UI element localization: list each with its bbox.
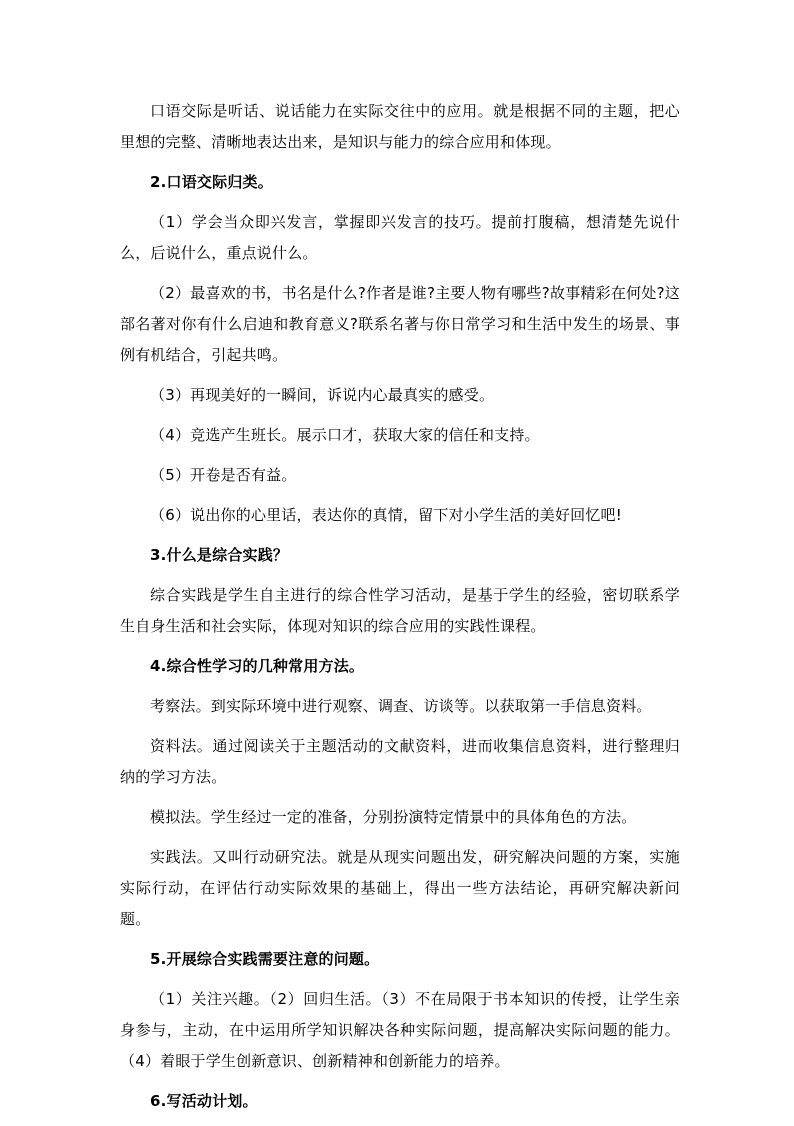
heading-learning-methods: 4.综合性学习的几种常用方法。 [150,657,365,675]
paragraph-method-simulation: 模拟法。学生经过一定的准备，分别扮演特定情景中的具体角色的方法。 [150,808,637,826]
paragraph-practice-definition: 综合实践是学生自主进行的综合性学习活动，是基于学生的经验，密切联系学生自身生活和社会实际，体现对知识的综合应用的实践性课程。 [120,586,680,635]
heading-oral-communication-types: 2.口语交际归类。 [150,173,273,191]
paragraph-intro: 口语交际是听话、说话能力在实际交往中的应用。就是根据不同的主题，把心里想的完整、清晰地表达出来，是知识与能力的综合应用和体现。 [120,102,680,151]
paragraph-practice-issues: （1）关注兴趣。（2）回归生活。（3）不在局限于书本知识的传授，让学生亲身参与，主动，在中运用所学知识解决各种实际问题，提高解决实际问题的能力。（4）着眼于学生创新意识、创新精神和创新能力的培养。 [120,990,680,1070]
heading-practice-issues: 5.开展综合实践需要注意的问题。 [150,950,380,968]
paragraph-method-materials: 资料法。通过阅读关于主题活动的文献资料，进而收集信息资料，进行整理归纳的学习方法。 [120,737,680,786]
paragraph-item-5: （5）开卷是否有益。 [150,466,297,484]
paragraph-method-inspection: 考察法。到实际环境中进行观察、调查、访谈等。以获取第一手信息资料。 [150,697,652,715]
paragraph-item-2: （2）最喜欢的书，书名是什么?作者是谁?主要人物有哪些?故事精彩在何处?这部名著对你有什么启迪和教育意义?联系名著与你日常学习和生活中发生的场景、事例有机结合，引起共鸣。 [120,284,680,364]
document-page [120,96,680,1126]
paragraph-item-4: （4）竞选产生班长。展示口才，获取大家的信任和支持。 [150,426,540,444]
paragraph-item-3: （3）再现美好的一瞬间，诉说内心最真实的感受。 [150,386,495,404]
heading-activity-plan: 6.写活动计划。 [150,1092,258,1110]
heading-what-is-practice: 3.什么是综合实践？ [150,546,289,564]
paragraph-item-6: （6）说出你的心里话，表达你的真情，留下对小学生活的美好回忆吧! [150,506,622,524]
paragraph-item-1: （1）学会当众即兴发言，掌握即兴发言的技巧。提前打腹稿，想清楚先说什么，后说什么，重点说什么。 [120,213,680,262]
paragraph-method-practice: 实践法。又叫行动研究法。就是从现实问题出发，研究解决问题的方案，实施实际行动，在评估行动实际效果的基础上，得出一些方法结论，再研究解决新问题。 [120,848,680,928]
